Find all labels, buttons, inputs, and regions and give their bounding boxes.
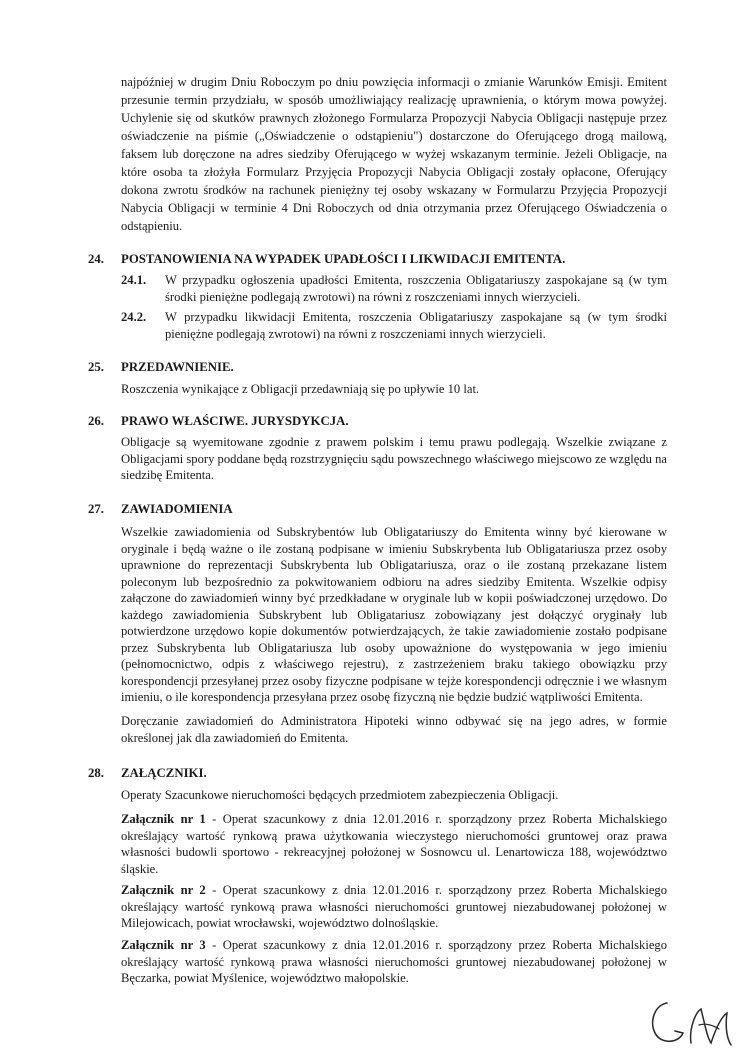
attachment-label: Załącznik nr 3 [121,938,206,952]
attachment-label: Załącznik nr 1 [121,812,206,826]
subsection-text: W przypadku ogłoszenia upadłości Emitenta, roszczenia Obligatariuszy zaspokajane są (w tym środki pieniężne podlegają zwrotowi) na równi z roszczeniami innych wierzycieli. [165,273,667,304]
section-title: PRAWO WŁAŚCIWE. JURYSDYKCJA. [121,414,349,428]
attachment-1 [121,811,667,877]
subsection-24-2 [121,309,667,342]
section-title: ZAWIADOMIENIA [121,502,233,516]
section-title: ZAŁĄCZNIKI. [121,766,207,780]
section-27-body-1: Wszelkie zawiadomienia od Subskrybentów lub Obligatariuszy do Emitenta winny być kierowane w oryginale i będą ważne o ile zostaną podpisane w imieniu Subskrybenta lub Obligatariusza przez osoby uprawnione do reprezentacji Subskrybenta lub Obligatariusza, oraz o ile zostaną przekazane listem poleconym lub bezpośrednio za pokwitowaniem odbioru na adres siedziby Emitenta. Wszelkie odpisy załączone do zawiadomień winny być przedkładane w oryginale lub w kopii poświadczonej urzędowo. Do każdego zawiadomienia Subskrybent lub Obligatariusz zobowiązany jest dołączyć oryginały lub potwierdzone urzędowo kopie dokumentów potwierdzających, że takie zawiadomienie zostało podpisane przez Subskrybenta lub Obligatariusza lub osoby upoważnione do występowania w jego imieniu (pełnomocnictwo, odpis z właściwego rejestru), z zastrzeżeniem braku takiego obowiązku przy korespondencji przesyłanej przez osoby fizyczne podpisane w tejże korespondencji odręcznie i we własnym imieniu, o ile korespondencja przesyłana przez osobę fizyczną nie będzie budzić wątpliwości Emitenta. [121,525,667,704]
subsection-number: 24.1. [121,273,147,287]
attachment-text: - Operat szacunkowy z dnia 12.01.2016 r. sporządzony przez Roberta Michalskiego określający wartość rynkową prawa własności nieruchomości gruntowej niezabudowanej położonej w Bęczarka, powiat Myślenice, województwo małopolskie. [121,938,667,985]
attachment-3 [121,937,667,987]
section-28-heading [88,764,668,782]
section-27-body-2: Doręczanie zawiadomień do Administratora Hipoteki winno odbywać się na jego adres, w formie określonej jak dla zawiadomień do Emitenta. [121,714,667,745]
attachment-text: - Operat szacunkowy z dnia 12.01.2016 r. sporządzony przez Roberta Michalskiego określający wartość rynkową prawa użytkowania wieczystego nieruchomości gruntowej oraz prawa własności budowli sportowo - rekreacyjnej położonej w Sosnowcu ul. Lenartowicza 188, województwo śląskie. [121,812,667,876]
section-28-body: Operaty Szacunkowe nieruchomości będących przedmiotem zabezpieczenia Obligacji. [121,788,559,802]
section-25-heading [88,358,668,376]
intro-paragraph: najpóźniej w drugim Dniu Roboczym po dniu powzięcia informacji o zmianie Warunków Emisji. Emitent przesunie termin przydziału, w sposób umożliwiający realizację uprawnienia, o którym mowa powyżej. Uchylenie się od skutków prawnych złożonego Formularza Propozycji Nabycia Obligacji następuje przez oświadczenie na piśmie („Oświadczenie o odstąpieniu") dostarczone do Oferującego drogą mailową, faksem lub doręczone na adres siedziby Oferującego w wyżej wskazanym terminie. Jeżeli Obligacje, na które osoba ta złożyła Formularz Przyjęcia Propozycji Nabycia Obligacji zostały opłacone, Oferujący dokona zwrotu środków na rachunek pieniężny tej osoby wskazany w Formularzu Przyjęcia Propozycji Nabycia Obligacji w terminie 4 Dni Roboczych od dnia otrzymania przez Oferującego Oświadczenia o odstąpieniu. [121,75,667,233]
section-27-heading [88,500,668,518]
attachment-text: - Operat szacunkowy z dnia 12.01.2016 r. sporządzony przez Roberta Michalskiego określający wartość rynkową prawa własności nieruchomości gruntowej niezabudowanej położonej w Milejowicach, powiat wrocławski, województwo dolnośląskie. [121,883,667,930]
section-number: 26. [88,414,104,428]
subsection-number: 24.2. [121,310,147,324]
section-title: PRZEDAWNIENIE. [121,360,234,374]
section-26-body: Obligacje są wyemitowane zgodnie z prawem polskim i temu prawu podlegają. Wszelkie związane z Obligacjami spory poddane będą rozstrzygnięciu sądu powszechnego właściwego miejscowo ze względu na siedzibę Emitenta. [121,435,667,482]
attachment-2 [121,882,667,932]
section-24-heading [88,250,668,268]
section-number: 28. [88,766,104,780]
section-number: 27. [88,502,104,516]
attachment-label: Załącznik nr 2 [121,883,206,897]
handwritten-signature [645,995,740,1048]
section-title: POSTANOWIENIA NA WYPADEK UPADŁOŚCI I LIKWIDACJI EMITENTA. [121,252,566,266]
subsection-text: W przypadku likwidacji Emitenta, roszczenia Obligatariuszy zaspokajane są (w tym środki pieniężne podlegają zwrotowi) na równi z roszczeniami innych wierzycieli. [165,310,667,341]
section-25-body: Roszczenia wynikające z Obligacji przedawniają się po upływie 10 lat. [121,382,480,396]
section-number: 24. [88,252,104,266]
subsection-24-1 [121,272,667,305]
section-26-heading [88,412,668,430]
section-number: 25. [88,360,104,374]
